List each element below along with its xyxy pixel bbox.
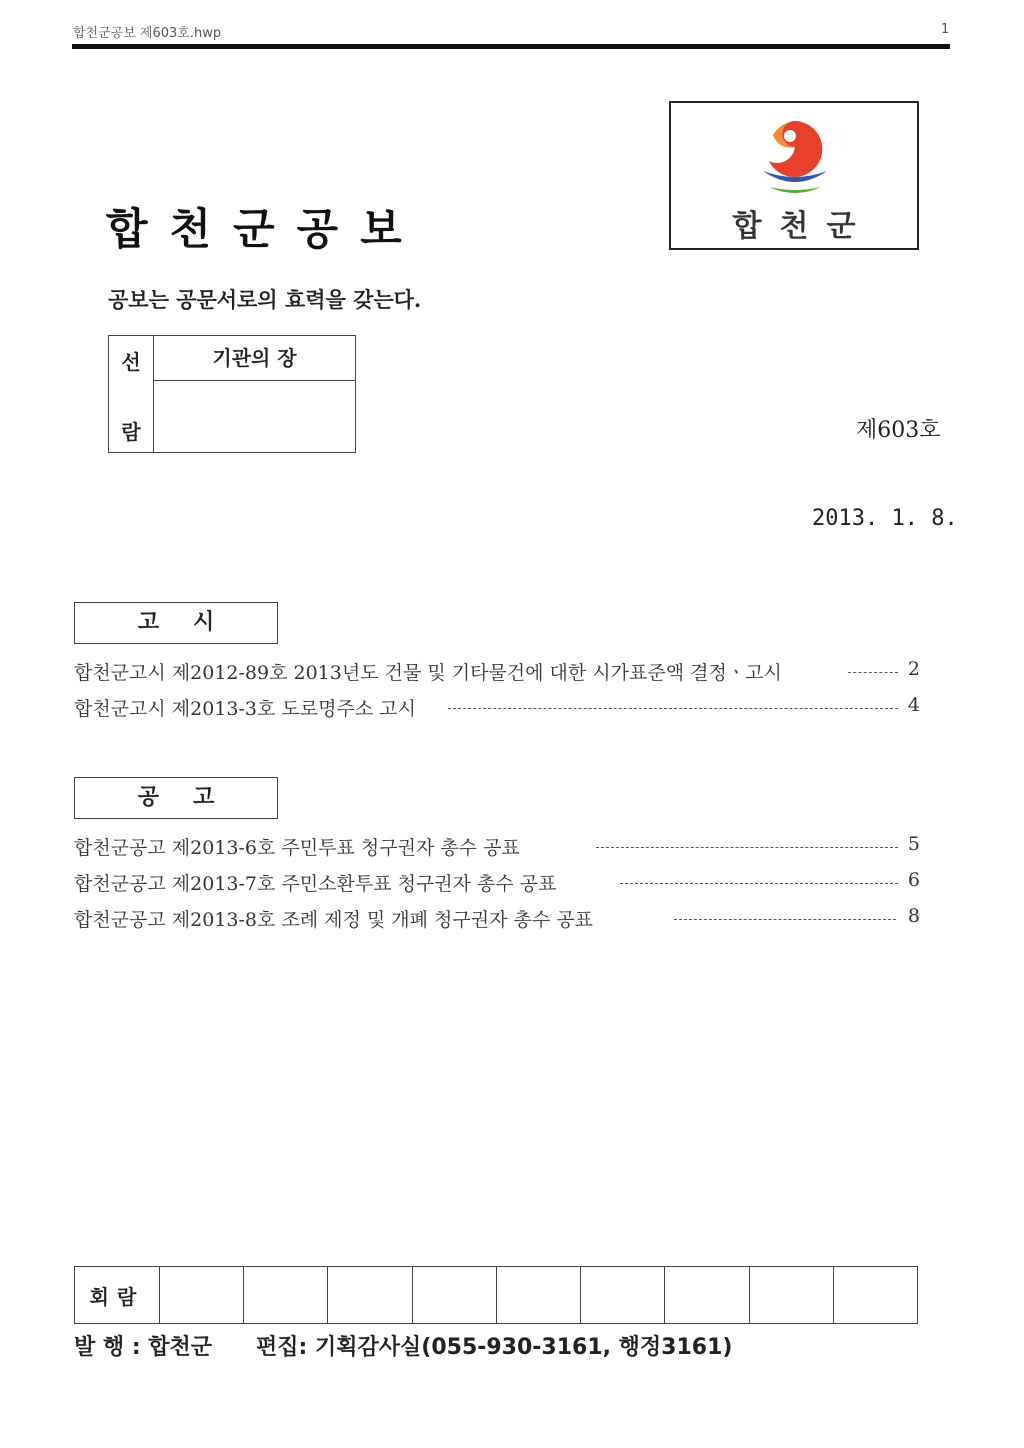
circulation-cell <box>665 1267 749 1324</box>
toc-entry[interactable] <box>74 869 920 897</box>
circulation-cell <box>581 1267 665 1324</box>
circulation-label: 회람 <box>75 1267 160 1324</box>
toc-entry-title: 합천군공고 제2013-7호 주민소환투표 청구권자 총수 공표 <box>74 869 559 896</box>
circulation-cell <box>244 1267 328 1324</box>
toc-leader <box>448 708 898 709</box>
toc-entry[interactable] <box>74 694 920 722</box>
logo-text: 합천군 <box>732 209 874 244</box>
circulation-cell <box>328 1267 412 1324</box>
document-filename: 합천군공보 제603호.hwp <box>73 26 222 41</box>
approval-box <box>108 335 356 453</box>
toc-entry-page: 4 <box>902 694 920 716</box>
toc-leader <box>620 883 898 884</box>
gazette-subtitle: 공보는 공문서로의 효력을 갖는다. <box>108 287 422 312</box>
issue-date: 2013. 1. 8. <box>812 506 958 531</box>
toc-entry[interactable] <box>74 905 920 933</box>
publisher-editor: 편집: 기획감사실(055-930-3161, 행정3161) <box>256 1335 733 1360</box>
publisher-issuer: 발 행 : 합천군 <box>74 1335 213 1360</box>
publisher-line <box>74 1330 732 1361</box>
toc-leader <box>848 672 898 673</box>
gazette-title: 합천군공보 <box>106 205 424 255</box>
toc-entry-page: 2 <box>902 658 920 680</box>
section-header-announcement: 공고 <box>74 777 278 819</box>
issue-number: 제603호 <box>856 418 941 443</box>
header-rule <box>72 44 950 49</box>
header-page-number: 1 <box>941 22 950 37</box>
toc-entry-title: 합천군고시 제2013-3호 도로명주소 고시 <box>74 694 418 721</box>
toc-entry-page: 5 <box>902 833 920 855</box>
toc-entry[interactable] <box>74 833 920 861</box>
toc-leader <box>596 847 898 848</box>
toc-entry-page: 8 <box>902 905 920 927</box>
circulation-cell <box>496 1267 580 1324</box>
approval-label-top: 선 <box>121 350 141 374</box>
approval-label-bottom: 람 <box>121 420 141 444</box>
approval-header: 기관의 장 <box>154 336 355 381</box>
circulation-cell <box>833 1267 917 1324</box>
approval-label-column <box>109 336 154 452</box>
section-header-notice: 고시 <box>74 602 278 644</box>
circulation-cell <box>412 1267 496 1324</box>
county-emblem-icon <box>759 117 831 201</box>
toc-leader <box>674 919 896 920</box>
toc-entry-title: 합천군고시 제2012-89호 2013년도 건물 및 기타물건에 대한 시가표준액 결정ㆍ고시 <box>74 658 784 685</box>
toc-entry-title: 합천군공고 제2013-8호 조례 제정 및 개폐 청구권자 총수 공표 <box>74 905 595 932</box>
toc-entry-title: 합천군공고 제2013-6호 주민투표 청구권자 총수 공표 <box>74 833 522 860</box>
circulation-table <box>74 1266 918 1324</box>
toc-entry[interactable] <box>74 658 920 686</box>
circulation-cell <box>160 1267 244 1324</box>
toc-entry-page: 6 <box>902 869 920 891</box>
county-logo <box>669 101 919 250</box>
circulation-cell <box>749 1267 833 1324</box>
